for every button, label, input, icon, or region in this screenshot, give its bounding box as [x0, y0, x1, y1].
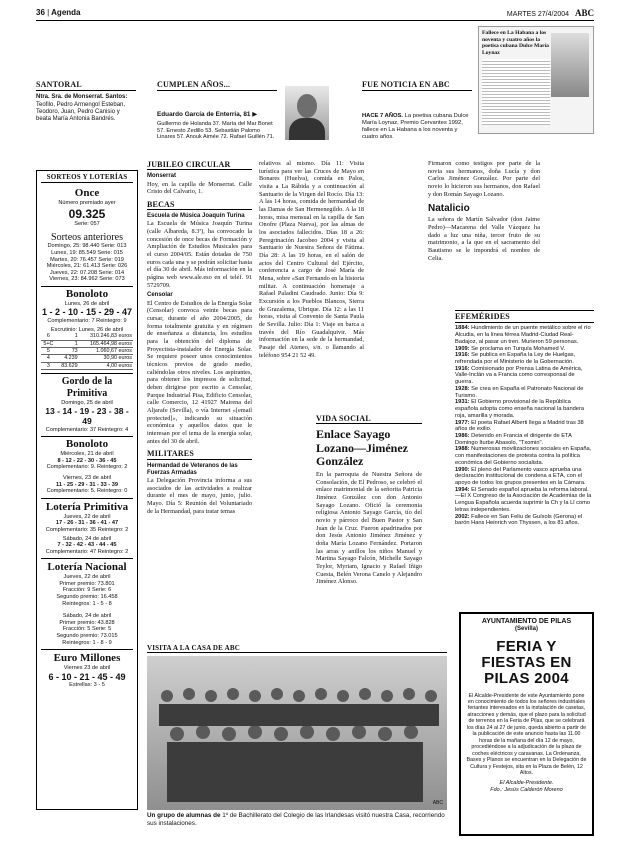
- list-item: [455, 446, 594, 466]
- bonoloto-extra: Complementario: 9. Reintegro: 2: [46, 464, 128, 471]
- text-value: 1977:: [455, 419, 470, 426]
- text-value: Hundimiento de un puente metálico sobre el río Alcudia, en la línea férrea Madrid-Ciudad Real-Badajoz, al pasar un tren. Murieron 59 personas.: [455, 325, 591, 345]
- primitiva-extra: Complementario: 47 Reintegro: 2: [45, 548, 129, 555]
- gordo-date: Domingo, 25 de abril: [61, 399, 113, 406]
- text-value: —El X Congreso de la Asociación de Academias de la Lengua Española acuerda suprimir la Ch y la Ll como letras independientes.: [455, 493, 592, 513]
- pilas-advertisement: [459, 612, 594, 836]
- cumpleanos-title: CUMPLEN AÑOS...: [157, 80, 277, 91]
- text-value: 2002:: [455, 513, 470, 520]
- text-value: Fallece en San Feliu de Guíxols (Gerona) el barón Hans Heinrich von Thyssen, a los 81 años.: [455, 513, 583, 527]
- fue-noticia-title: FUE NOTICIA EN ABC: [362, 80, 472, 91]
- primitiva-block: [41, 501, 133, 556]
- jubileo-text: Hoy, en la capilla de Monserrat. Calle Cristo del Calvario, 1.: [147, 180, 252, 196]
- list-item: [455, 346, 594, 353]
- ad-headline: FERIA Y FIESTAS EN PILAS 2004: [481, 638, 572, 687]
- jubileo-title: JUBILEO CIRCULAR: [147, 160, 252, 170]
- natalicio-text: La señora de Martín Salvador (don Jaime Pedro)—Macarena del Valle Vázquez ha dado a luz una niña, tercer fruto de su matrimonio, a la que en el sacramento del Bautismo se le impondrá el nombre de Celia.: [428, 216, 540, 262]
- text-value: 1916:: [455, 365, 470, 372]
- newspaper-clipping: [478, 26, 594, 134]
- text-value: El Senado español aprueba la reforma laboral.: [471, 486, 589, 493]
- birthday-name: Eduardo García de Enterría,: [157, 111, 242, 119]
- photo-caption: 1º de Bachillerato del Colegio de las Irlandesas visitó nuestra Casa, recorriendo sus instalaciones.: [147, 812, 445, 827]
- text-value: 6: [41, 333, 56, 340]
- text-value: 83.629: [56, 362, 79, 369]
- bonoloto-extra: Complementario: 5. Reintegro: 0: [46, 488, 128, 495]
- table-row: [41, 340, 133, 347]
- anterior-line: Miércoles, 21: 61.413 Serie: 026: [46, 263, 128, 270]
- anterior-line: Domingo, 25: 98.440 Serie: 013: [47, 243, 127, 250]
- militares-sub: Hermandad de Veteranos de las Fuerzas Armadas: [147, 462, 238, 476]
- text-value: 1994:: [455, 486, 470, 493]
- jubileo-sub: Monserrat: [147, 173, 177, 180]
- text-value: 4: [41, 355, 56, 362]
- becas-text-censolar: El Centro de Estudios de la Energía Solar (Censolar) convoca veinte becas para cursar, durante el año 2004/2005, de forma totalmente gratuita y en régimen de enseñanza a distancia, los estudios para la obtención del diploma de Proyectista-instalador de Energía Solar. Se requiere poseer unos conocimientos técnicos previos de grado medio, caliéndolas otros niveles. Los aspirantes, para obtener los impresos de solicitud, deben dirigirse por escrito a Censolar, Parque Industrial Pisa, Edificio Censolar, calle Comercio, 12 41927 Mairena del Aljarafe (Sevilla), o vía Internet «[email protected]», indicando su situación económica y aquellos datos que le interesan por el tema de la energía solar, antes del 30 de abril.: [147, 299, 252, 445]
- clipping-portrait: [551, 33, 589, 97]
- anterior-line: Viernes, 23: 84.962 Serie: 073: [49, 276, 125, 283]
- once-label: Número premiado ayer: [58, 200, 116, 207]
- bonoloto-date: Miércoles, 21 de abril: [60, 451, 114, 458]
- nacional-line: Reintegros: 1 - 5 - 8: [62, 600, 112, 607]
- nacional-line: Reintegros: 1 - 8 - 9: [62, 639, 112, 646]
- santoral-title: SANTORAL: [36, 80, 136, 91]
- nacional-block: [41, 561, 133, 646]
- gordo-extra: Complementario: 37 Reintegro: 4: [45, 426, 129, 433]
- list-item: [455, 433, 594, 446]
- once-title: Once: [74, 187, 100, 200]
- page-number: 36: [36, 8, 45, 17]
- page-header-right: [507, 8, 594, 19]
- birthday-list: Guillermo de Holanda 37. María del Mar Bonet 57. Ernesto Zedillo 53. Sebastián Palomo Linares 57. Anouk Aimée 72. Rafael Guillén 71.: [157, 120, 275, 141]
- text-value: 5+C: [41, 340, 56, 347]
- text-value: 1884:: [455, 325, 470, 332]
- wedding-text: En la parroquia de Nuestra Señora de Consolación, de El Pedroso, se celebró el enlace matrimonial de la señorita Patricia Jiménez González con don Antonio Sayago Lozano. Ofició la ceremonia religiosa Antonio Sayago García, tío del novio y párroco del Buen Pastor y San Juan de la Cruz. Fueron apadrinados por don Jesús Antonio Jiménez Jiménez y doña María Lozano Fernández. Portaron las arras y anillos los niños Manuel y Martina Sayago Falcón, Michelle Sayago Teylor, Myriam, Ignacio y Rafael Iñigo Cuesta, Belén Verona Canelo y Alejandro Jiménez Alonso.: [316, 471, 422, 586]
- nacional-date: Jueves, 22 de abril: [63, 574, 111, 581]
- list-item: [455, 325, 594, 345]
- table-row: [41, 348, 133, 355]
- nacional-line: Fracción: 5 Serie: 5: [62, 626, 112, 633]
- text-value: Se proclama en Turquía Mohamed V.: [471, 345, 566, 352]
- text-value: Numerosas movilizaciones sociales en España, con manifestaciones de protesta contra la política económica del Gobierno socialista.: [455, 446, 592, 466]
- bonoloto-title: Bonoloto: [65, 438, 109, 451]
- nacional-line: Primer premio: 43.828: [59, 619, 115, 626]
- efemerides-title: EFEMÉRIDES: [455, 310, 594, 323]
- text-value: 1: [56, 340, 79, 347]
- nacional-line: Segundo premio: 16.458: [56, 594, 118, 601]
- gordo-block: [41, 376, 133, 433]
- euromillones-numbers: 6 - 10 - 21 - 45 - 49: [48, 671, 126, 682]
- vida-social-title: VIDA SOCIAL: [316, 414, 422, 424]
- text-value: 1931:: [455, 399, 470, 406]
- efemerides-list: [455, 325, 594, 527]
- list-item: [455, 420, 594, 433]
- noticia-text: La poetisa cubana Dulce María Loynaz, Premio Cervantes 1992, fallece en La Habana a los noventa y cuatro años.: [362, 113, 469, 140]
- arrow-right-icon: ▶: [252, 111, 258, 119]
- once-number: 09.325: [68, 206, 106, 221]
- text-value: El poeta Rafael Alberti llega a Madrid tras 38 años de exilio.: [455, 419, 584, 433]
- bonoloto-block-1: [41, 288, 133, 370]
- bonoloto-title: Bonoloto: [65, 287, 109, 300]
- escrutinio-title: Escrutinio: Lunes, 26 de abril: [50, 326, 124, 333]
- gordo-numbers: 13 - 14 - 19 - 23 - 38 - 49: [45, 406, 129, 427]
- photo-credit: ABC: [432, 800, 443, 807]
- ad-top: AYUNTAMIENTO DE PILAS: [481, 618, 572, 625]
- nacional-date: Sábado, 24 de abril: [62, 613, 112, 620]
- bonoloto-block-2: [41, 438, 133, 495]
- table-row: [41, 355, 133, 362]
- ad-sub: (Sevilla): [514, 626, 538, 633]
- list-item: [455, 399, 594, 419]
- bonoloto-numbers: 11 - 25 - 29 - 31 - 33 - 39: [56, 481, 118, 488]
- text-value: 1988:: [455, 446, 470, 453]
- primitiva-date: Jueves, 22 de abril: [63, 513, 111, 520]
- euromillones-block: [41, 652, 133, 689]
- text-value: 310.246,83 euros: [79, 333, 133, 340]
- group-photo: [147, 656, 447, 810]
- text-value: Detenido en Francia el dirigente de ETA Domingo Iturbe Abasolo, "Txomin".: [455, 432, 572, 446]
- anteriores-list: [41, 243, 133, 283]
- bonoloto-date: Lunes, 26 de abril: [64, 300, 110, 307]
- becas-sub-turina: Escuela de Música Joaquín Turina: [147, 213, 245, 220]
- cumpleanos-section: [157, 80, 337, 141]
- text-value: 5: [41, 348, 56, 355]
- list-item: [455, 467, 594, 487]
- text-value: Comisionado por Prensa Latina de América, Valle-Inclán va a Francia como corresponsal de guerra.: [455, 365, 583, 386]
- page-header-left: 36 | Agenda: [36, 8, 81, 17]
- gordo-title: Gordo de la Primitiva: [61, 376, 113, 399]
- list-item: [455, 493, 594, 513]
- militares-continuation: relativos al mismo. Día 11: Visita turística para ver las Cruces de Mayo en Bonares (Huelva), comida en Palos, visita a La Rábida y a continuación al Santuario de la Virgen del Rocío. Día 13: A las 14 horas, comida de hermandad de las Damas de San Hermenegildo. A la 18 horas, misa mensual en la capilla de San Onofre (Plaza Nueva), por las almas de los asociados fallecidos. Días 18 a 26: Peregrinación Jacobeo 2004 y visita al Santuario de Nuestra Señora de Fátima. Día 28: A las 19 horas, en el salón de actos del Centro Cultural del Ejército, conferencia a cargo de José María de Mena, sobre «San Fernando en la historia militar. A continuación homenaje a Rafael Paladini Caudrado. Junio: Día 9: Excursión a los Pueblos Blancos, Sierra de Grazalema, Ubrique. Día 12: a las 11 horas, visita al Convento de Santa Paula de Sevilla. Julio: Día 1: Viaje en barca a través del Río Guadalquivir. Más información en la sede de la hermandad, Pasaje del Ateneo, s/n. o llamando al teléfono 954 21 52 49.: [259, 160, 364, 359]
- text-value: 1909:: [455, 345, 470, 352]
- list-item: [455, 514, 594, 527]
- table-row: [41, 333, 133, 340]
- wedding-continuation: Firmaron como testigos por parte de la novia sus hermanos, doña Lucía y don Carlos Jiménez González. Por parte del novio lo hicieron sus hermanos, don Rafael y don Román Sayago Lozano.: [428, 160, 540, 198]
- anterior-line: Jueves, 22: 07.208 Serie: 014: [49, 269, 125, 276]
- ad-text: El Alcalde-Presidente de este Ayuntamiento pone en conocimiento de todos los señores industriales feriantes interesados en la instalación de casetas, atracciones y demás, que el plazo para la solicitud de terrenos en la Feria de Pilas, que se celebrará los días 24 al 27 de junio, queda abierto a partir de la publicación de este anuncio hasta las 11.00 horas de la mañana del día 12 de mayo, procediéndose a la adjudicación de la plaza de coches eléctricos y caravanas. La Ordenanza, Bases y Planos se encuentran en la Delegación de Cultura y Festejos, sita en la Plaza de Belén, 12 Altos.: [466, 692, 587, 777]
- ad-sign: El Alcalde-Presidente.: [499, 780, 554, 787]
- primitiva-extra: Complementario: 35 Reintegro: 2: [45, 526, 129, 533]
- list-item: [455, 487, 594, 494]
- text-value: 4.239: [56, 355, 79, 362]
- militares-title: MILITARES: [147, 449, 252, 459]
- natalicio-title: Natalicio: [428, 203, 470, 215]
- bonoloto-numbers: 1 - 2 - 10 - 15 - 29 - 47: [41, 307, 133, 318]
- header-rule: [36, 20, 594, 21]
- primitiva-date: Sábado, 24 de abril: [62, 535, 112, 542]
- becas-text-turina: La Escuela de Música Joaquín Turina (calle Albareda, 8.3ª), ha convocado la concesión de once becas de Formación y Ampliación de Estudios Musicales para el curso 2004/05. Están dotadas de 750 euros cada una y se podrán solicitar hasta el día 30 de abril. Más información en la página web www.ale.eso en el teléf. 91 5729709.: [147, 220, 252, 289]
- text-value: 165.464,98 euros: [79, 340, 133, 347]
- bonoloto-numbers: 8 - 12 - 22 - 30 - 36 - 45: [57, 457, 117, 464]
- text-value: Se publica en España la Ley de Huelgas, refrendada por el Ministerio de la Gobernación.: [455, 352, 576, 366]
- list-item: [455, 352, 594, 365]
- clipping-headline: Fallece en La Habana a los noventa y cuatro años la poetisa cubana Dulce María Loynaz: [482, 30, 549, 56]
- column-2: [147, 160, 252, 515]
- anterior-line: Martes, 20: 76.457 Serie: 019: [50, 256, 124, 263]
- column-5: [428, 160, 540, 262]
- header-brand: ABC: [574, 8, 594, 18]
- sorteos-box: [36, 170, 138, 810]
- column-3: [259, 160, 364, 359]
- text-value: 73: [56, 348, 79, 355]
- header-date: MARTES 27/4/2004: [506, 11, 570, 18]
- text-value: Se crea en España el Patronato Nacional de Turismo.: [455, 385, 584, 399]
- portrait-photo: [285, 86, 329, 140]
- list-item: [455, 386, 594, 399]
- birthday-age: 81: [243, 111, 251, 119]
- table-row: [41, 362, 133, 369]
- primitiva-numbers: 17 - 26 - 31 - 36 - 41 - 47: [55, 520, 119, 527]
- santoral-saint: Ntra. Sra. de Monserrat. Santos:: [36, 94, 128, 101]
- ad-signer: Fdo.: Jesús Calderón Moreno: [490, 786, 563, 793]
- caption-bold: Un grupo de alumnas de: [147, 812, 221, 820]
- once-block: [41, 187, 133, 283]
- nacional-line: Primer premio: 73.801: [59, 580, 115, 587]
- becas-sub-censolar: Censolar: [147, 292, 173, 299]
- primitiva-title: Lotería Primitiva: [45, 500, 129, 513]
- fue-noticia-section: [362, 30, 594, 141]
- nacional-line: Fracción: 9 Serie: 6: [62, 587, 112, 594]
- escrutinio-table: [41, 333, 133, 370]
- anteriores-title: Sorteos anteriores: [51, 231, 123, 243]
- text-value: 1916:: [455, 352, 470, 359]
- efemerides-section: [455, 310, 594, 527]
- nacional-title: Lotería Nacional: [47, 561, 127, 574]
- primitiva-numbers: 7 - 32 - 42 - 43 - 44 - 45: [57, 542, 117, 549]
- group-photo-figures: [147, 656, 447, 810]
- once-serie: Serie: 057: [74, 220, 100, 227]
- euromillones-date: Viernes 23 de abril: [63, 665, 111, 672]
- santoral-text: Teofilo, Pedro Armengol Esteban, Teodoro, Juan, Pedro Canisio y beata María Antonia Bandrés.: [36, 101, 126, 122]
- text-value: El pleno del Parlamento vasco aprueba una declaración institucional de condena a ETA, con el apoyo de todos los grupos presentes en la Cámara.: [455, 466, 586, 486]
- becas-title: BECAS: [147, 200, 252, 210]
- text-value: 1990:: [455, 466, 470, 473]
- text-value: 30,90 euros: [79, 355, 133, 362]
- text-value: 1986:: [455, 432, 470, 439]
- text-value: 4,00 euros: [79, 362, 133, 369]
- text-value: 1928:: [455, 385, 470, 392]
- santoral-section: [36, 80, 136, 123]
- section-name: Agenda: [51, 8, 81, 17]
- nacional-line: Segundo premio: 73.015: [56, 633, 118, 639]
- anterior-line: Lunes, 19: 85.549 Serie: 015: [51, 249, 123, 256]
- wedding-headline: Enlace Sayago Lozano—Jiménez González: [316, 427, 408, 468]
- euromillones-title: Euro Millones: [53, 652, 121, 665]
- bonoloto-date: Viernes, 23 de abril: [62, 474, 112, 481]
- text-value: 1: [56, 333, 79, 340]
- noticia-years: HACE 7 AÑOS.: [362, 113, 404, 120]
- militares-text: La Delegación Provincia informa a sus asociados de las actividades a realizar durante el mes de mayo, junio, julio. Mayo. Día 5: Reunión del Voluntariado de la Hermandad, para tratar temas: [147, 476, 252, 515]
- list-item: [455, 366, 594, 386]
- vida-social-section: [316, 414, 422, 586]
- text-value: 1.060,67 euros: [79, 348, 133, 355]
- visita-section: [147, 644, 447, 827]
- sorteos-title: SORTEOS Y LOTERÍAS: [41, 173, 133, 183]
- visita-title: VISITA A LA CASA DE ABC: [147, 644, 447, 653]
- bonoloto-extra: Complementario: 7 Reintegro: 9: [47, 318, 127, 325]
- text-value: El Gobierno provisional de la República española adopta como enseña nacional la bandera roja, amarilla y morada.: [455, 399, 585, 419]
- text-value: 3: [41, 362, 56, 369]
- euromillones-stars: Estrellas: 3 - 5: [69, 682, 105, 689]
